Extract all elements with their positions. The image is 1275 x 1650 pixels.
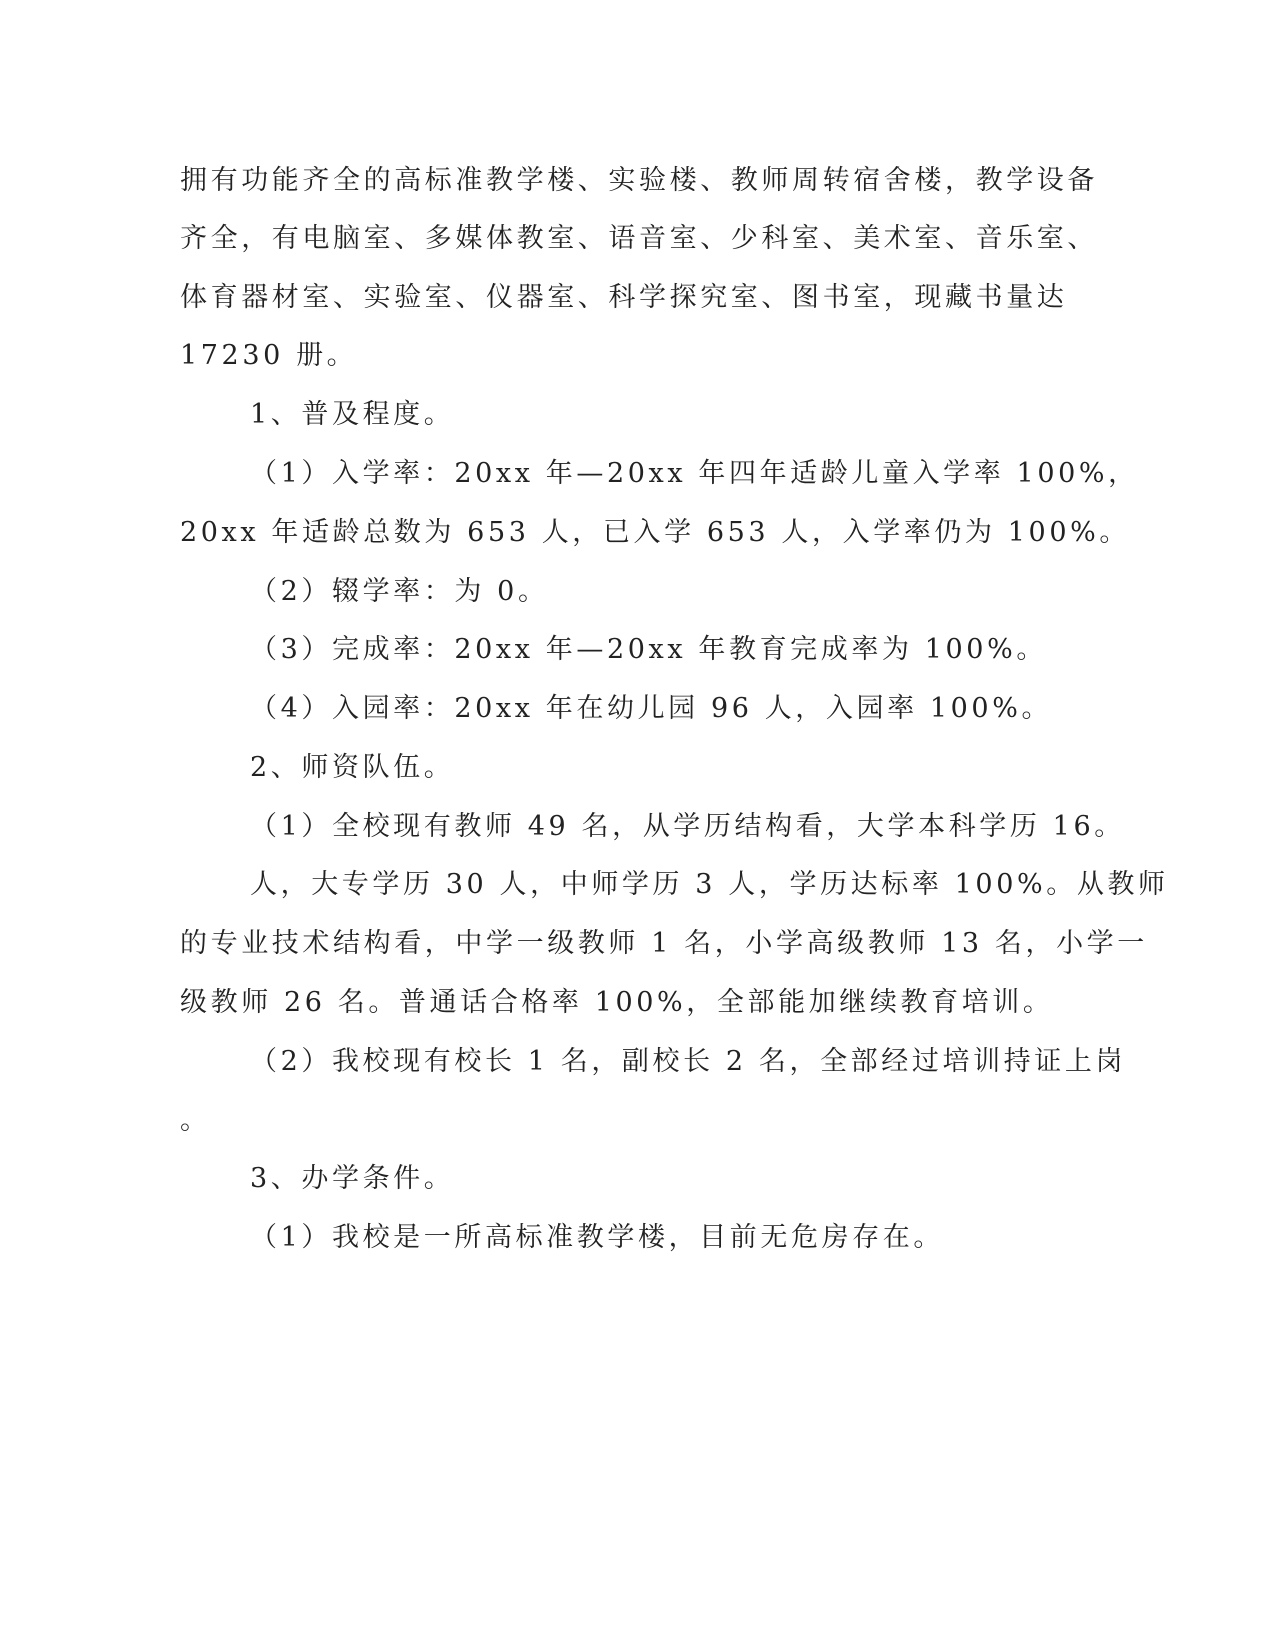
text-line: 体育器材室、实验室、仪器室、科学探究室、图书室，现藏书量达: [180, 282, 1068, 313]
text-line: 级教师 26 名。普通话合格率 100%，全部能加继续教育培训。: [180, 987, 1054, 1018]
text-line: （1）我校是一所高标准教学楼，目前无危房存在。: [250, 1222, 944, 1253]
text-line: 的专业技术结构看，中学一级教师 1 名，小学高级教师 13 名，小学一: [180, 928, 1148, 959]
section-heading: 3、办学条件。: [250, 1163, 455, 1194]
text-line: 人，大专学历 30 人，中师学历 3 人，学历达标率 100%。从教师: [250, 869, 1169, 900]
text-line: 。: [180, 1105, 211, 1136]
text-line: （3）完成率：20xx 年—20xx 年教育完成率为 100%。: [250, 634, 1047, 665]
text-line: 17230 册。: [180, 340, 358, 371]
text-line: （4）入园率：20xx 年在幼儿园 96 人，入园率 100%。: [250, 693, 1053, 724]
text-line: 20xx 年适龄总数为 653 人，已入学 653 人，入学率仍为 100%。: [180, 517, 1130, 548]
text-line: （2）辍学率：为 0。: [250, 576, 549, 607]
text-line: 拥有功能齐全的高标准教学楼、实验楼、教师周转宿舍楼，教学设备: [180, 165, 1098, 196]
section-heading: 2、师资队伍。: [250, 752, 455, 783]
text-line: 齐全，有电脑室、多媒体教室、语音室、少科室、美术室、音乐室、: [180, 223, 1098, 254]
text-line: （2）我校现有校长 1 名，副校长 2 名，全部经过培训持证上岗: [250, 1046, 1127, 1077]
section-heading: 1、普及程度。: [250, 399, 455, 430]
text-line: （1）入学率：20xx 年—20xx 年四年适龄儿童入学率 100%，: [250, 458, 1139, 489]
text-line: （1）全校现有教师 49 名，从学历结构看，大学本科学历 16。: [250, 811, 1125, 842]
